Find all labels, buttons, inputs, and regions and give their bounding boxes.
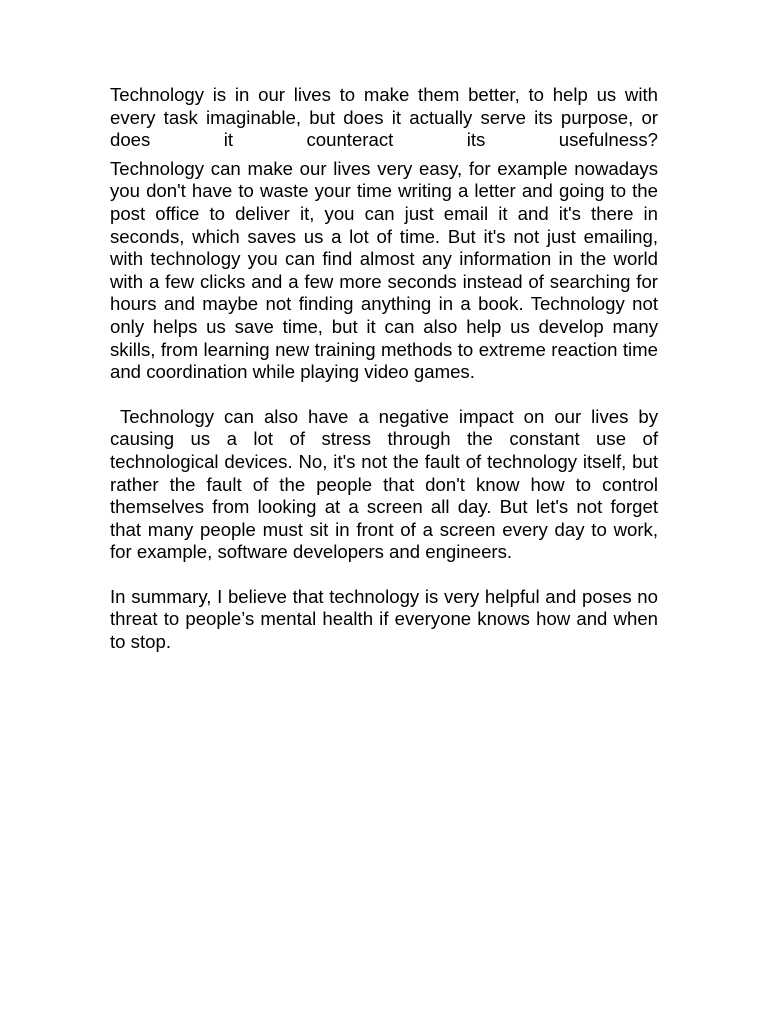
paragraph-summary: In summary, I believe that technology is very helpful and poses no threat to people’s mental health if everyone knows how and when to stop. [110,585,658,653]
paragraph-intro: Technology is in our lives to make them better, to help us with every task imaginable, but does it actually serve its purpose, or does it counteract its usefulness? [110,84,658,151]
paragraph-benefits: Technology can make our lives very easy, for example nowadays you don't have to waste your time writing a letter and going to the post office to deliver it, you can just email it and it's there in seconds, which saves us a lot of time. But it's not just emailing, with technology you can find almost any information in the world with a few clicks and a few more seconds instead of searching for hours and maybe not finding anything in a book. Technology not only helps us save time, but it can also help us develop many skills, from learning new training methods to extreme reaction time and coordination while playing video games. [110,157,658,383]
paragraph-negative-impact: Technology can also have a negative impact on our lives by causing us a lot of stress through the constant use of technological devices. No, it's not the fault of technology itself, but rather the fault of the people that don't know how to control themselves from looking at a screen all day. But let's not forget that many people must sit in front of a screen every day to work, for example, software developers and engineers. [110,405,658,563]
document-body [110,84,658,654]
